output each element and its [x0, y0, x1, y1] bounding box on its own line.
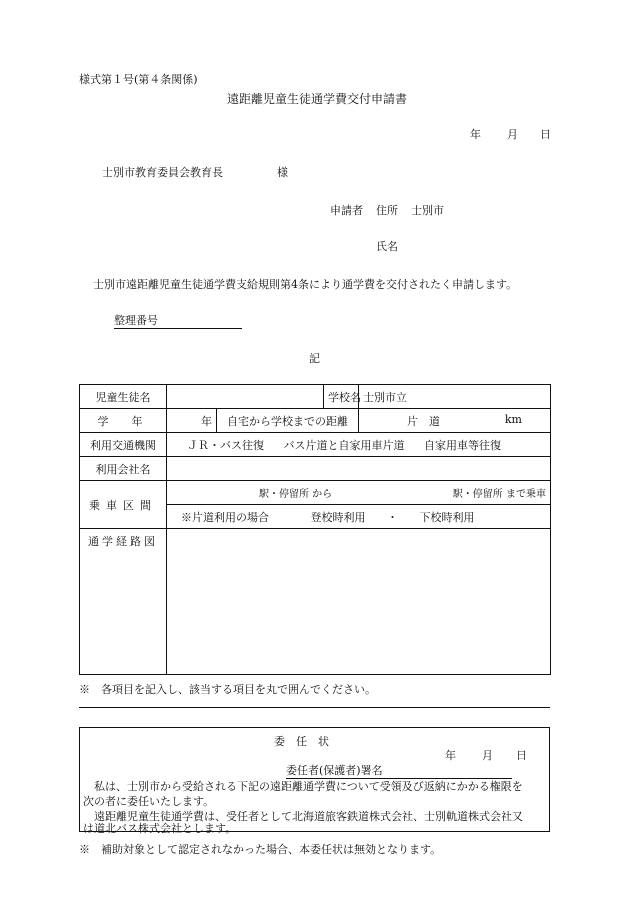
- form-number: 様式第１号(第４条関係): [79, 73, 198, 86]
- to-school-option[interactable]: 登校時利用: [310, 510, 366, 524]
- date-month-label: 月: [507, 128, 518, 141]
- proxy-letter-box: [79, 727, 550, 835]
- document-title: 遠距離児童生徒通学費交付申請書: [227, 92, 408, 106]
- proxy-text-line1: 私は、士別市から受給される下記の遠距離通学費について受領及び返納にかかる権限を: [83, 780, 523, 793]
- table-row: [80, 409, 551, 433]
- student-name-label: 児童生徒名: [80, 385, 167, 409]
- applicant-address-value: 士別市: [411, 204, 444, 217]
- recipient-name: 士別市教育委員会教育長: [102, 166, 223, 179]
- company-label: 利用会社名: [80, 457, 167, 481]
- application-table: [79, 384, 551, 675]
- school-name-label: 学校名: [324, 385, 359, 409]
- from-school-option[interactable]: 下校時利用: [419, 510, 475, 524]
- separator-line: [79, 707, 550, 708]
- section-label: 乗車区間: [80, 481, 167, 529]
- date-day-label: 日: [540, 128, 551, 141]
- table-row: [80, 481, 551, 505]
- school-prefix: 士別市立: [363, 390, 407, 404]
- station-from-label: 駅・停留所 から: [259, 489, 333, 500]
- proxy-date-month: 月: [482, 749, 493, 762]
- transport-option-car[interactable]: 自家用車等往復: [424, 438, 501, 452]
- option-separator: ・: [387, 510, 398, 524]
- table-row: [80, 529, 551, 553]
- company-value[interactable]: [167, 457, 551, 481]
- application-statement: 士別市遠距離児童生徒通学費支給規則第4条により通学費を交付されたく申請します。: [93, 278, 518, 291]
- student-name-value[interactable]: [167, 385, 324, 409]
- ki-heading: 記: [309, 352, 320, 365]
- route-map-area[interactable]: [167, 529, 551, 675]
- transport-option-jr-bus[interactable]: ＪＲ・バス往復: [187, 438, 264, 452]
- proxy-text-line4: は道北バス株式会社とします。: [83, 822, 237, 835]
- table-row: [80, 457, 551, 481]
- distance-value[interactable]: [359, 409, 551, 433]
- section-oneway: [167, 505, 551, 529]
- recipient-honorific: 様: [277, 166, 288, 179]
- proxy-title: 委 任 状: [274, 735, 329, 748]
- section-stations[interactable]: [167, 481, 551, 505]
- note-invalid-proxy: ※ 補助対象として認定されなかった場合、本委任状は無効となります。: [79, 843, 442, 856]
- route-map-label-spacer: [80, 552, 167, 675]
- table-row: [80, 433, 551, 457]
- proxy-date-day: 日: [516, 749, 527, 762]
- grade-value[interactable]: [167, 409, 217, 433]
- applicant-name-label: 氏名: [376, 240, 398, 253]
- km-unit: km: [504, 412, 522, 426]
- proxy-signature-field[interactable]: [286, 762, 512, 779]
- reference-number-field: [114, 312, 242, 329]
- transport-label: 利用交通機関: [80, 433, 167, 457]
- proxy-date-year: 年: [445, 749, 456, 762]
- transport-option-bus-car[interactable]: バス片道と自家用車片道: [283, 438, 405, 452]
- date-year-label: 年: [470, 128, 481, 141]
- one-way-label: 片 道: [407, 414, 440, 428]
- route-map-label: 通学経路図: [80, 529, 167, 553]
- applicant-address-label: 住所: [376, 204, 398, 217]
- grade-label: 学 年: [80, 409, 167, 433]
- distance-label: 自宅から学校までの距離: [217, 409, 359, 433]
- transport-options: [167, 433, 551, 457]
- note-fill-instructions: ※ 各項目を記入し、該当する項目を丸で囲んでください。: [79, 683, 376, 696]
- school-name-value[interactable]: [359, 385, 551, 409]
- grade-unit: 年: [201, 414, 212, 428]
- proxy-signature-label: 委任者(保護者)署名: [286, 764, 383, 777]
- applicant-label: 申請者: [330, 204, 363, 217]
- proxy-text-line2: 次の者に委任いたします。: [83, 795, 215, 808]
- reference-number-label: 整理番号: [114, 314, 158, 327]
- oneway-note: ※片道利用の場合: [181, 510, 269, 524]
- table-row: [80, 385, 551, 409]
- station-to-label: 駅・停留所 まで乗車: [452, 489, 546, 500]
- proxy-text-line3: 遠距離児童生徒通学費は、受任者として北海道旅客鉄道株式会社、士別軌道株式会社又: [83, 810, 523, 823]
